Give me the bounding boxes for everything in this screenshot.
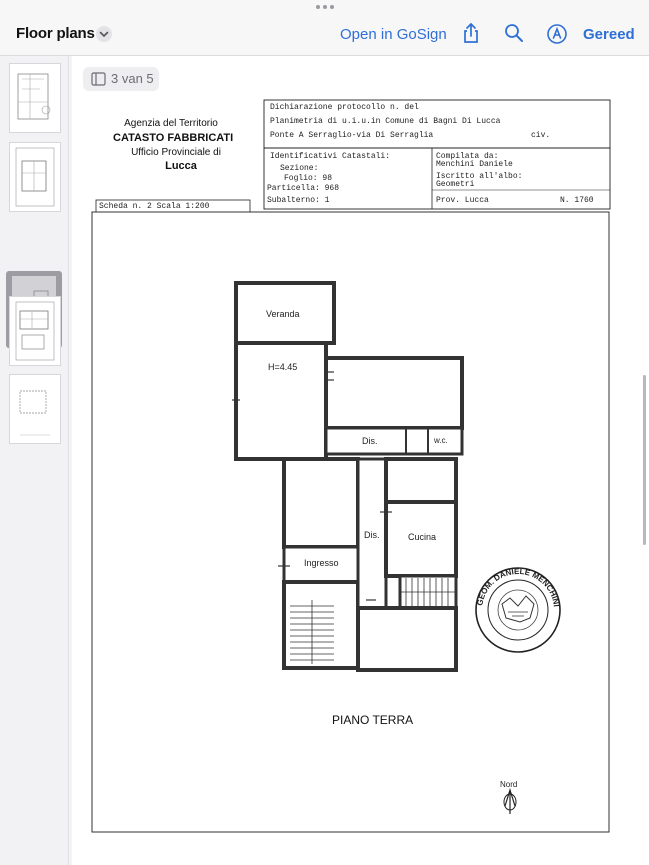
header-planimetria: Planimetria di u.i.u.in Comune di Bagni Di Lucca [270,117,501,126]
done-button[interactable]: Gereed [583,26,635,43]
open-in-gosign-button[interactable]: Open in GoSign [340,26,447,43]
north-arrow-icon [504,790,516,814]
room-label-cucina: Cucina [408,532,437,542]
compilata-geometri: Geometri [436,180,475,189]
scheda-scala: Scheda n. 2 Scala 1:200 [99,202,210,211]
ident-particella: Particella: 968 [267,184,340,193]
compilata-prov: Prov. Lucca [436,196,489,205]
header-protocol: Dichiarazione protocollo n. del [270,103,419,112]
compilata-number: N. 1760 [560,196,594,205]
ident-sezione: Sezione: [280,164,319,173]
room-label-veranda: Veranda [266,309,300,319]
stamp-text: GEOM. DANIELE MENCHINI [475,566,561,608]
floor-label: PIANO TERRA [332,713,414,727]
room-label-wc: w.c. [434,436,448,445]
stamp [475,567,561,652]
ident-foglio: Foglio: 98 [284,174,333,183]
room-label-dis-mid: Dis. [364,530,380,540]
ident-title: Identificativi Catastali: [270,152,391,161]
catasto-title: CATASTO FABBRICATI [113,132,234,144]
document-title[interactable]: Floor plans [16,25,95,42]
compilata-title: Compilata da: [436,152,499,161]
ident-subalterno: Subalterno: 1 [267,196,330,205]
vertical-scrollbar[interactable] [643,375,646,545]
compilata-name: Menchini Daniele [436,160,513,169]
compilata-albo: Iscritto all'albo: [436,172,523,181]
agency-province: Lucca [165,160,197,172]
header-address: Ponte A Serraglio-via Di Serraglia [270,131,434,140]
room-label-ingresso: Ingresso [304,558,339,568]
agency-office: Ufficio Provinciale di [131,147,221,158]
agency-name: Agenzia del Territorio [124,118,218,129]
page-indicator-label: 3 van 5 [111,71,154,86]
header-civ: civ. [531,131,551,140]
north-label: Nord [500,780,518,789]
room-label-height: H=4.45 [268,362,298,372]
room-label-dis-top: Dis. [362,436,378,446]
